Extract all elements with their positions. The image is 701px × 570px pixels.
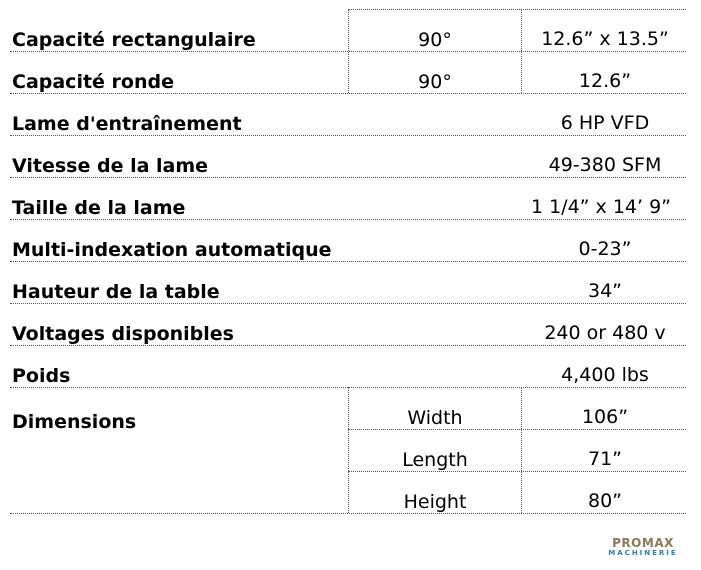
spec-label: Hauteur de la table <box>12 281 220 303</box>
row-divider <box>10 135 686 136</box>
dimension-value: 106” <box>581 406 629 428</box>
spec-value: 1 1/4” x 14’ 9” <box>530 196 672 218</box>
dimension-divider <box>348 471 686 472</box>
spec-value: 34” <box>587 280 623 302</box>
dimension-value: 80” <box>587 490 623 512</box>
spec-label: Taille de la lame <box>12 197 186 219</box>
row-divider <box>10 219 686 220</box>
spec-value: 240 or 480 v <box>544 322 666 344</box>
dimension-name: Height <box>403 491 467 513</box>
row-divider <box>10 345 686 346</box>
dimension-value: 71” <box>587 448 623 470</box>
spec-value: 49-380 SFM <box>548 154 662 176</box>
dimension-name: Length <box>402 449 468 471</box>
spec-value: 12.6” x 13.5” <box>541 28 669 50</box>
dimension-divider <box>348 429 686 430</box>
dimensions-label: Dimensions <box>12 411 137 433</box>
row-divider <box>10 93 686 94</box>
spec-label: Vitesse de la lame <box>12 155 209 177</box>
spec-value: 12.6” <box>578 70 632 92</box>
spec-value: 0-23” <box>578 238 632 260</box>
spec-angle: 90° <box>418 29 452 51</box>
logo-line-1: PROMAX <box>612 536 674 550</box>
spec-angle: 90° <box>418 71 452 93</box>
dimension-name: Width <box>407 407 463 429</box>
spec-label: Lame d'entraînement <box>12 113 242 135</box>
logo-line-2: MACHINERIE <box>608 549 678 557</box>
spec-label: Multi-indexation automatique <box>12 239 332 261</box>
row-divider <box>10 261 686 262</box>
spec-value: 6 HP VFD <box>560 112 650 134</box>
row-divider <box>10 177 686 178</box>
bottom-rule <box>10 513 686 514</box>
spec-value: 4,400 lbs <box>561 364 649 386</box>
spec-label: Poids <box>12 365 71 387</box>
promax-logo <box>601 537 685 557</box>
top-rule <box>348 9 686 10</box>
spec-label: Capacité rectangulaire <box>12 29 256 51</box>
spec-label: Capacité ronde <box>12 71 174 93</box>
row-divider <box>10 303 686 304</box>
spec-label: Voltages disponibles <box>12 323 234 345</box>
